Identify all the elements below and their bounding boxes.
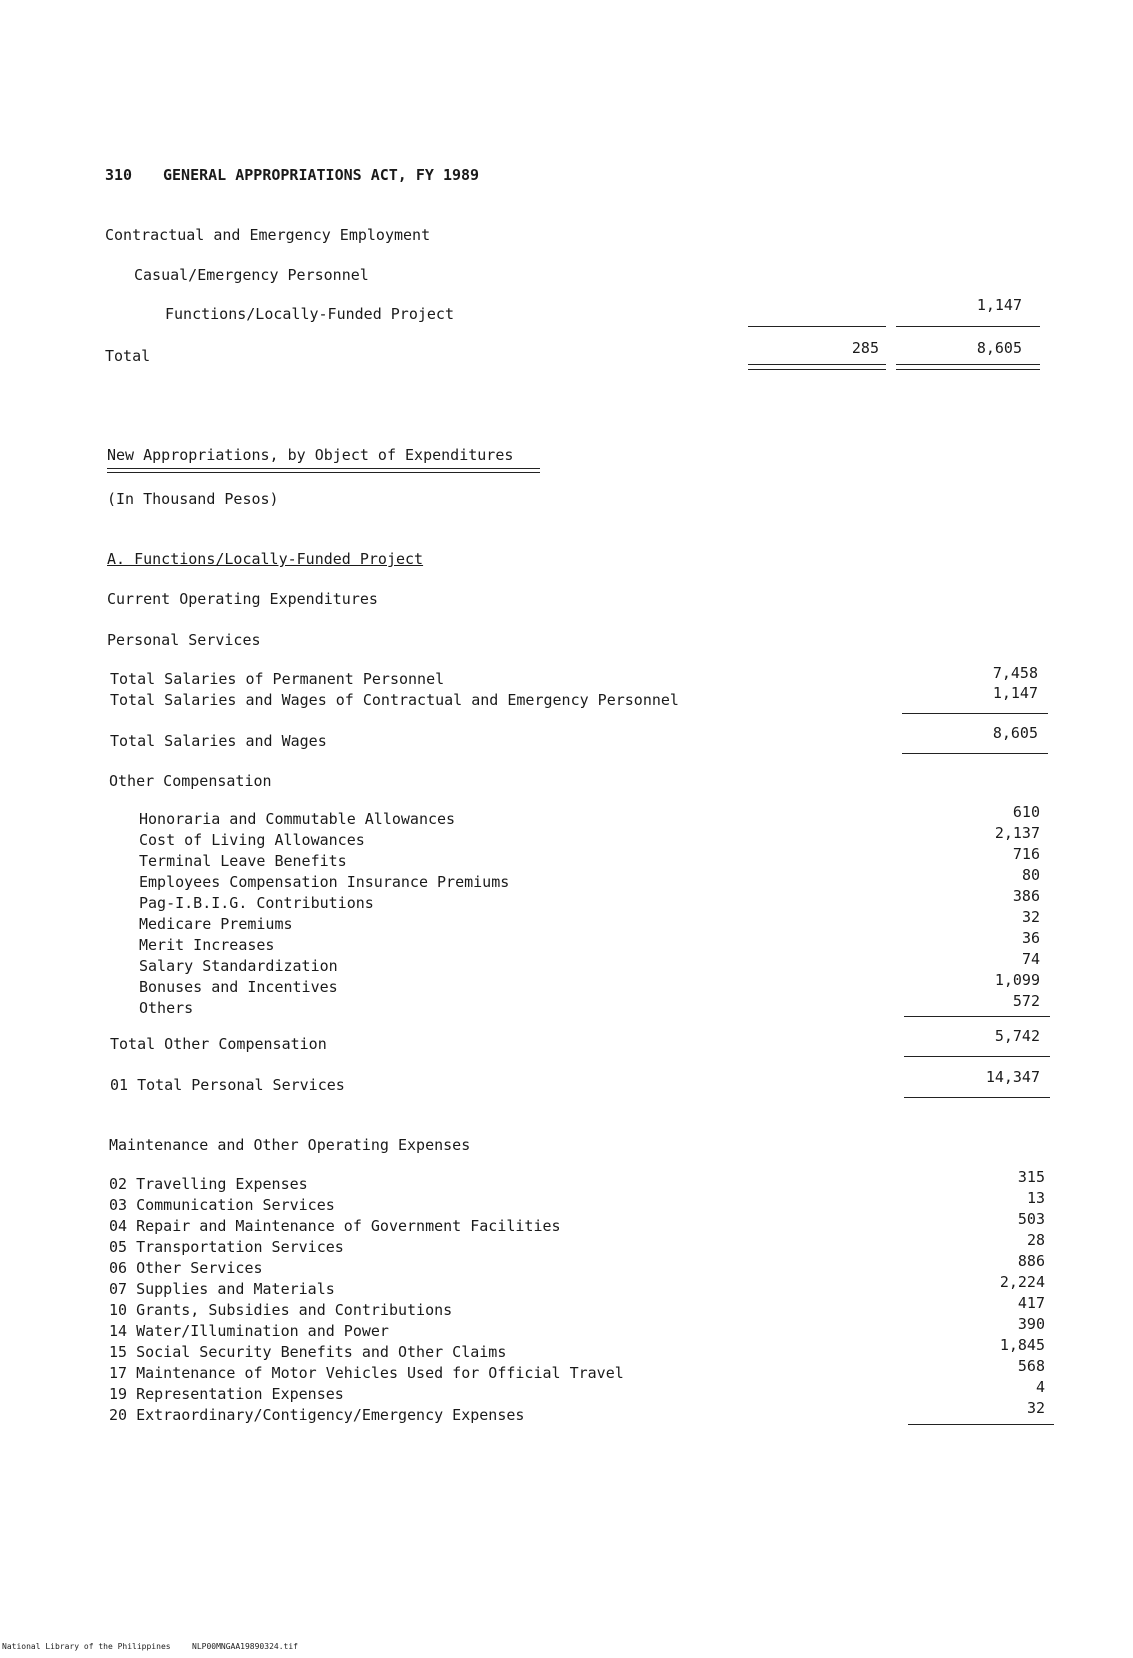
mooe-item-value: 4 bbox=[1035, 1378, 1045, 1396]
other-comp-item-value: 386 bbox=[1012, 887, 1040, 905]
other-comp-item-label: Pag-I.B.I.G. Contributions bbox=[139, 894, 374, 912]
mooe-item-value: 1,845 bbox=[999, 1336, 1045, 1354]
mooe-item-value: 390 bbox=[1017, 1315, 1045, 1333]
total-salaries-label: Total Salaries and Wages bbox=[110, 732, 327, 750]
other-comp-item-value: 80 bbox=[1021, 866, 1040, 884]
other-comp-item-label: Salary Standardization bbox=[139, 957, 338, 975]
mooe-values bbox=[925, 1167, 1045, 1419]
functions-value: 1,147 bbox=[976, 296, 1022, 314]
salaries-contractual-value: 1,147 bbox=[992, 684, 1038, 702]
mooe-item-value: 568 bbox=[1017, 1357, 1045, 1375]
mooe-item-label: 03 Communication Services bbox=[109, 1196, 335, 1214]
title-double-underline bbox=[107, 468, 540, 473]
subtotal-rule bbox=[902, 753, 1048, 754]
other-comp-item-label: Cost of Living Allowances bbox=[139, 831, 365, 849]
mooe-item-label: 15 Social Security Benefits and Other Claims bbox=[109, 1343, 507, 1361]
section-title: New Appropriations, by Object of Expenditures bbox=[107, 446, 514, 464]
other-comp-item-value: 572 bbox=[1012, 992, 1040, 1010]
subtotal-rule bbox=[904, 1097, 1050, 1098]
mooe-item-value: 28 bbox=[1026, 1231, 1045, 1249]
salaries-permanent-label: Total Salaries of Permanent Personnel bbox=[110, 670, 445, 688]
other-comp-item-value: 716 bbox=[1012, 845, 1040, 863]
other-comp-item-value: 74 bbox=[1021, 950, 1040, 968]
other-comp-item-label: Terminal Leave Benefits bbox=[139, 852, 347, 870]
mooe-item-value: 417 bbox=[1017, 1294, 1045, 1312]
footer-file: NLP00MNGAA19890324.tif bbox=[192, 1642, 298, 1651]
mooe-item-label: 02 Travelling Expenses bbox=[109, 1175, 308, 1193]
page-number: 310 bbox=[105, 166, 133, 184]
subtotal-rule bbox=[902, 713, 1048, 714]
mooe-item-value: 503 bbox=[1017, 1210, 1045, 1228]
other-comp-item-value: 36 bbox=[1021, 929, 1040, 947]
section-a-heading: A. Functions/Locally-Funded Project bbox=[107, 550, 424, 568]
column-rule bbox=[748, 326, 886, 327]
total-other-comp-value: 5,742 bbox=[994, 1027, 1040, 1045]
double-rule bbox=[748, 364, 886, 370]
total-col1-value: 285 bbox=[851, 339, 879, 357]
other-comp-item-value: 1,099 bbox=[994, 971, 1040, 989]
mooe-item-label: 05 Transportation Services bbox=[109, 1238, 344, 1256]
total-salaries-value: 8,605 bbox=[992, 724, 1038, 742]
other-comp-item-value: 610 bbox=[1012, 803, 1040, 821]
personal-services-heading: Personal Services bbox=[107, 631, 261, 649]
total-personal-services-value: 14,347 bbox=[985, 1068, 1040, 1086]
other-comp-heading: Other Compensation bbox=[109, 772, 272, 790]
mooe-item-label: 04 Repair and Maintenance of Government Facilities bbox=[109, 1217, 561, 1235]
mooe-item-label: 20 Extraordinary/Contigency/Emergency Expenses bbox=[109, 1406, 525, 1424]
other-comp-item-label: Merit Increases bbox=[139, 936, 275, 954]
column-rule bbox=[896, 326, 1040, 327]
total-col2-value: 8,605 bbox=[976, 339, 1022, 357]
other-comp-item-value: 2,137 bbox=[994, 824, 1040, 842]
mooe-item-label: 19 Representation Expenses bbox=[109, 1385, 344, 1403]
double-rule bbox=[896, 364, 1040, 370]
other-comp-item-label: Medicare Premiums bbox=[139, 915, 293, 933]
current-operating-heading: Current Operating Expenditures bbox=[107, 590, 378, 608]
mooe-item-value: 13 bbox=[1026, 1189, 1045, 1207]
mooe-item-label: 10 Grants, Subsidies and Contributions bbox=[109, 1301, 453, 1319]
mooe-item-value: 32 bbox=[1026, 1399, 1045, 1417]
mooe-item-label: 14 Water/Illumination and Power bbox=[109, 1322, 389, 1340]
other-comp-item-value: 32 bbox=[1021, 908, 1040, 926]
total-personal-services-label: 01 Total Personal Services bbox=[110, 1076, 345, 1094]
units-note: (In Thousand Pesos) bbox=[107, 490, 279, 508]
subtotal-rule bbox=[904, 1016, 1050, 1017]
functions-label: Functions/Locally-Funded Project bbox=[165, 305, 454, 323]
subtotal-rule bbox=[908, 1424, 1054, 1425]
contractual-heading: Contractual and Emergency Employment bbox=[105, 226, 431, 244]
other-comp-values bbox=[920, 802, 1040, 1012]
mooe-item-value: 2,224 bbox=[999, 1273, 1045, 1291]
salaries-contractual-label: Total Salaries and Wages of Contractual and Emergency Personnel bbox=[110, 691, 679, 709]
mooe-item-label: 17 Maintenance of Motor Vehicles Used for Official Travel bbox=[109, 1364, 624, 1382]
mooe-item-label: 07 Supplies and Materials bbox=[109, 1280, 335, 1298]
mooe-item-label: 06 Other Services bbox=[109, 1259, 263, 1277]
other-comp-item-label: Others bbox=[139, 999, 194, 1017]
other-comp-labels bbox=[139, 809, 509, 1019]
mooe-heading: Maintenance and Other Operating Expenses bbox=[109, 1136, 471, 1154]
other-comp-item-label: Bonuses and Incentives bbox=[139, 978, 338, 996]
footer-library: National Library of the Philippines bbox=[2, 1642, 171, 1651]
total-label: Total bbox=[105, 347, 151, 365]
mooe-labels bbox=[109, 1174, 624, 1426]
other-comp-item-label: Honoraria and Commutable Allowances bbox=[139, 810, 456, 828]
casual-heading: Casual/Emergency Personnel bbox=[134, 266, 369, 284]
salaries-permanent-value: 7,458 bbox=[992, 664, 1038, 682]
subtotal-rule bbox=[904, 1056, 1050, 1057]
mooe-item-value: 886 bbox=[1017, 1252, 1045, 1270]
mooe-item-value: 315 bbox=[1017, 1168, 1045, 1186]
total-other-comp-label: Total Other Compensation bbox=[110, 1035, 327, 1053]
other-comp-item-label: Employees Compensation Insurance Premiums bbox=[139, 873, 510, 891]
page-title: GENERAL APPROPRIATIONS ACT, FY 1989 bbox=[163, 166, 480, 184]
